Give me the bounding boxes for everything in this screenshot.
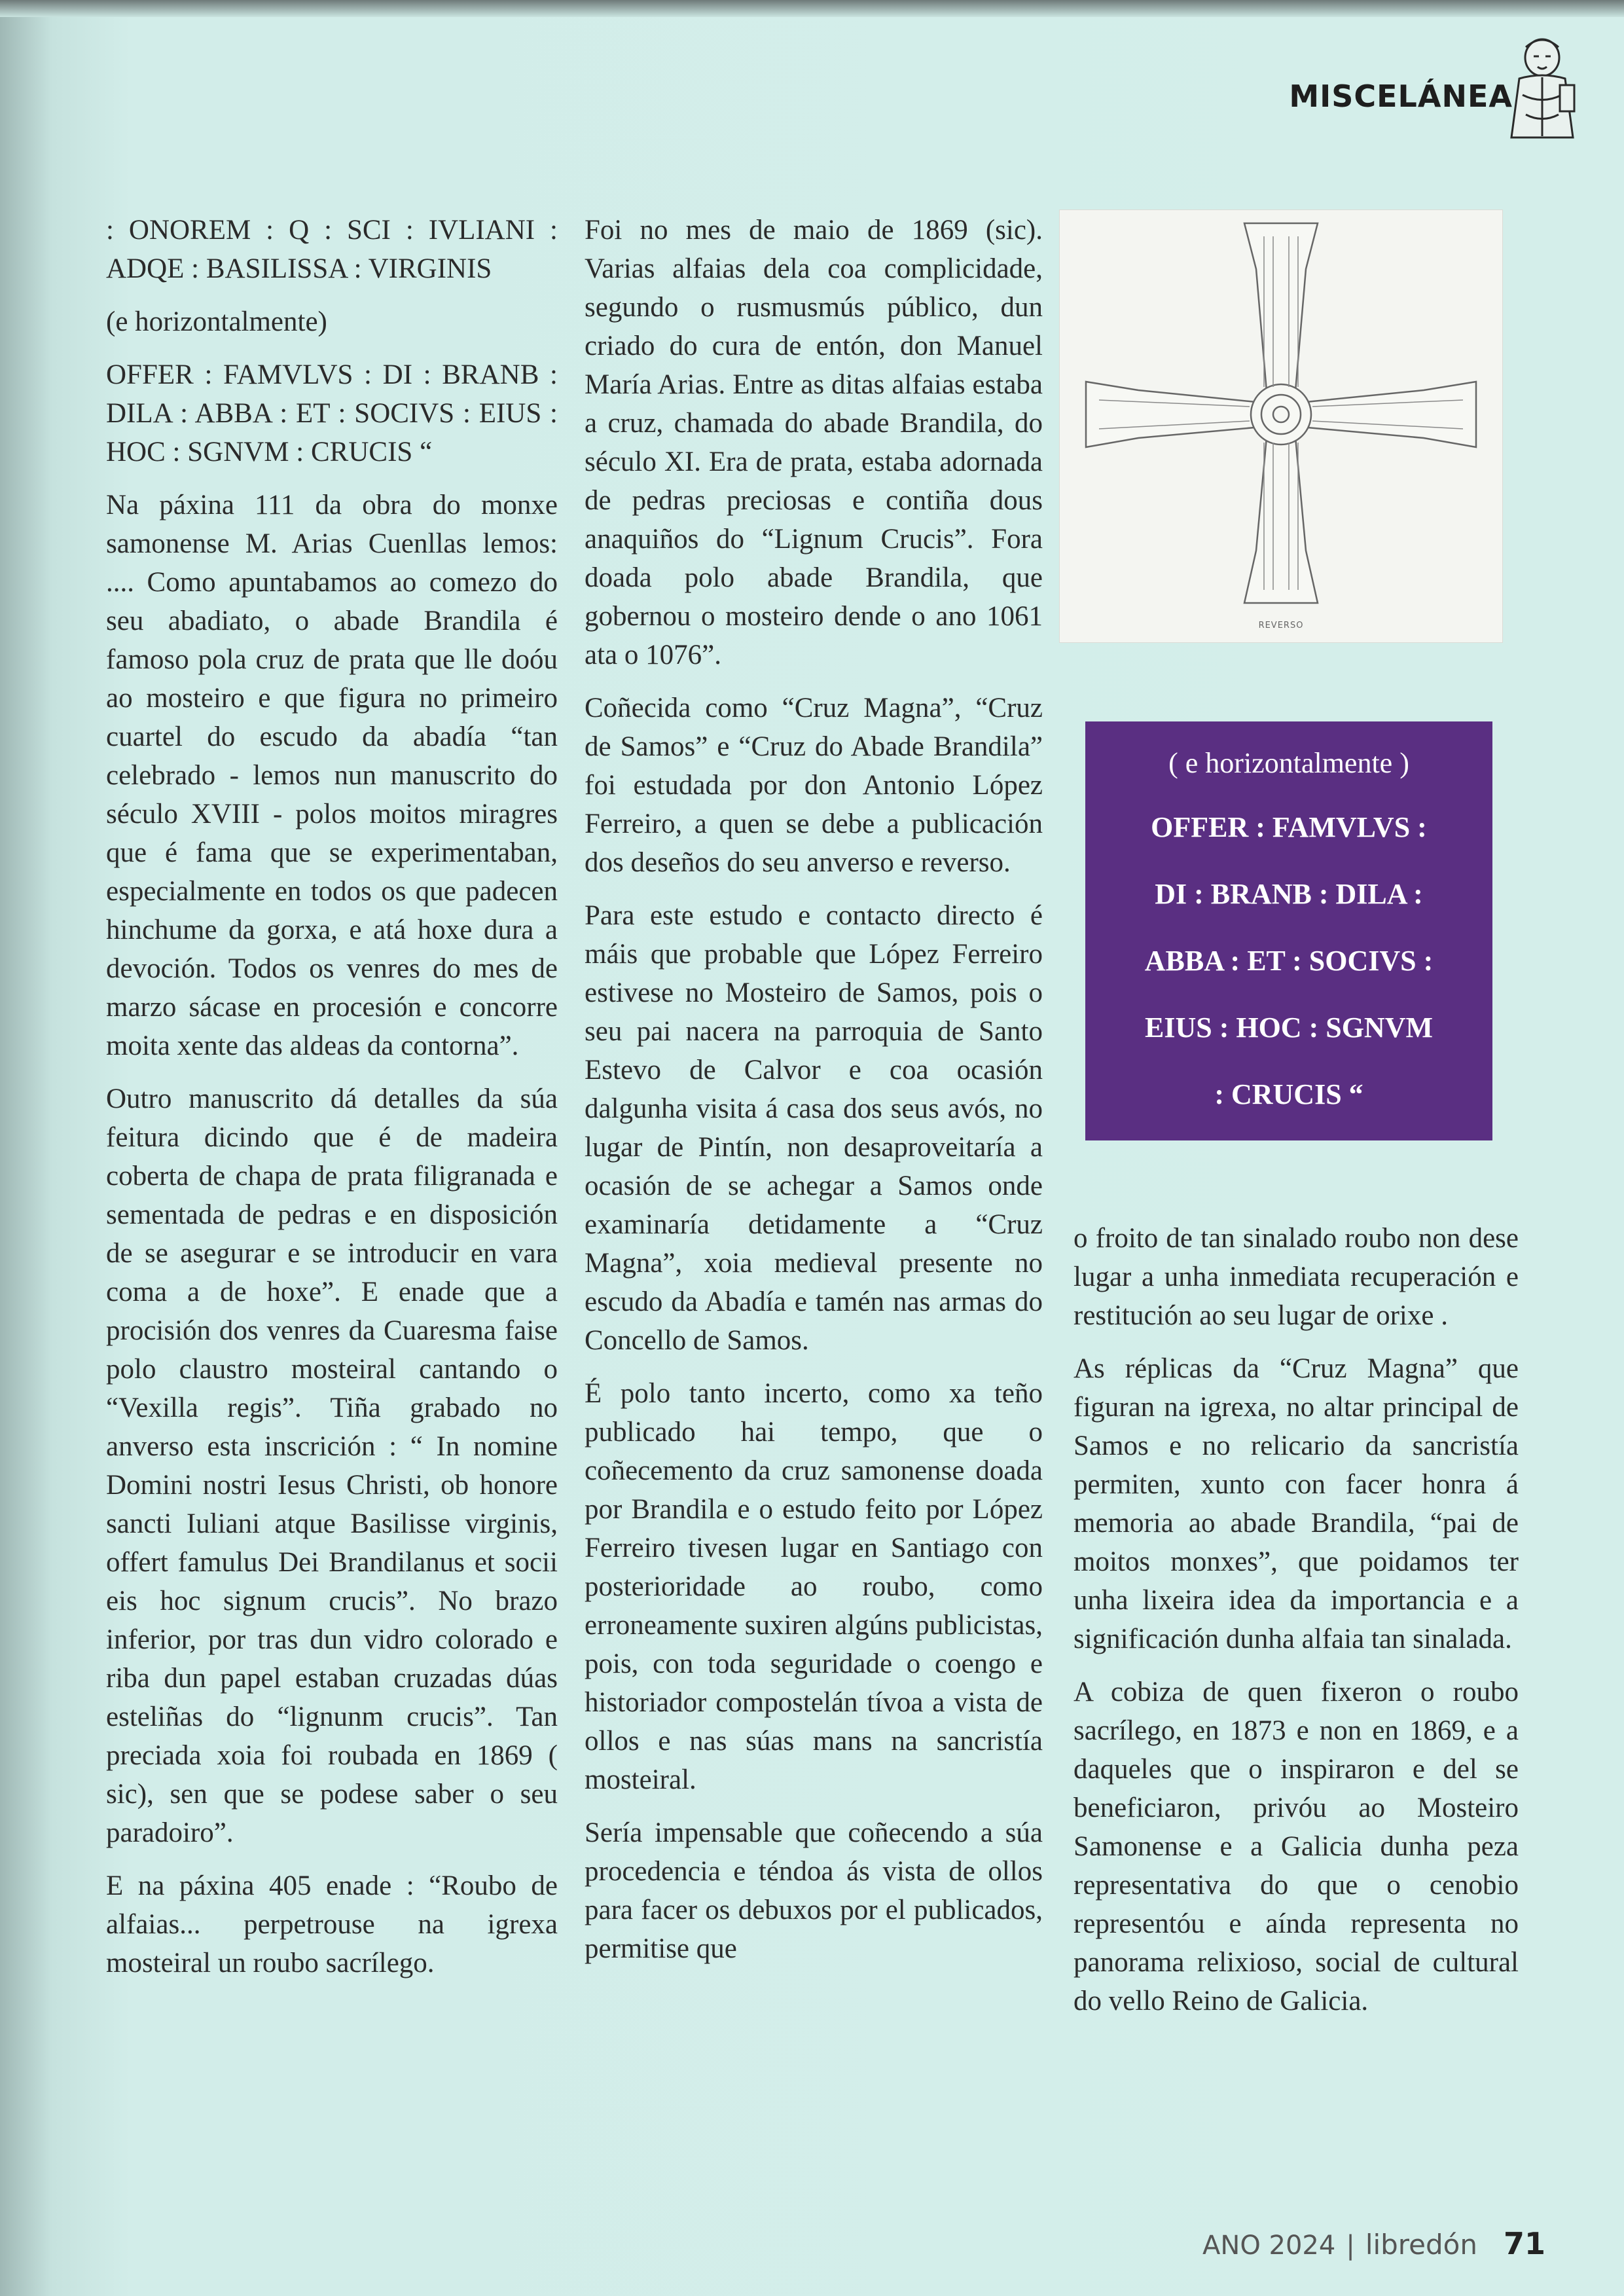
inscription-line: OFFER : FAMVLVS : <box>1151 811 1427 843</box>
paragraph: E na páxina 405 enade : “Roubo de alfaias... perpetrouse na igrexa mosteiral un roubo sacrílego. <box>106 1870 558 1978</box>
paragraph: : ONOREM : Q : SCI : IVLIANI : ADQE : BASILISSA : VIRGINIS <box>106 215 558 284</box>
paragraph: As réplicas da “Cruz Magna” que figuran na igrexa, no altar principal de Samos e no relicario da sancristía permiten, xunto con facer honra á memoria ao abade Brandila, “pai de moitos monxes”, que poidamos ter unha lixeira idea da importancia e a significación dunha alfaia tan sinalada. <box>1074 1353 1519 1654</box>
inscription-line: DI : BRANB : DILA : <box>1155 878 1423 910</box>
inscription-line: EIUS : HOC : SGNVM <box>1144 1011 1434 1044</box>
cross-reverso-illustration <box>1059 210 1503 643</box>
paragraph: Foi no mes de maio de 1869 (sic). Varias alfaias dela coa complicidade, segundo o rusmusmús público, dun criado do cura de entón, don Manuel María Arias. Entre as ditas alfaias estaba a cruz, chamada do abade Brandila, do século XI. Era de prata, estaba adornada de pedras preciosas e contiña dous anaquiños do “Lignum Crucis”. Fora doada polo abade Brandila, que gobernou o mosteiro dende o ano 1061 ata o 1076”. <box>585 215 1043 670</box>
inscription-line: : CRUCIS “ <box>1214 1078 1363 1110</box>
text-column-left <box>106 211 558 1997</box>
page-footer <box>1202 2226 1545 2261</box>
cross-drawing-icon <box>1060 210 1502 616</box>
section-header <box>1289 79 1513 114</box>
paragraph: É polo tanto incerto, como xa teño publicado hai tempo, que o coñecemento da cruz samonense doada por Brandila e o estudo feito por López Ferreiro tivesen lugar en Santiago con posterioridade ao roubo, como erroneamente suxiren algúns publicistas, pois, con toda seguridade o coengo e historiador compostelán tívoa a vista de ollos e nas súas mans na sancristía mosteiral. <box>585 1378 1043 1795</box>
text-column-middle <box>585 211 1043 1982</box>
paragraph: Coñecida como “Cruz Magna”, “Cruz de Samos” e “Cruz do Abade Brandila” foi estudada por don Antonio López Ferreiro, a quen se debe a publicación dos deseños do seu anverso e reverso. <box>585 693 1043 878</box>
paragraph: A cobiza de quen fixeron o roubo sacrílego, en 1873 e non en 1869, e a daqueles que o inspiraron e del se beneficiaron, privóu ao Mosteiro Samonense e a Galicia dunha peza representativa do que o cenobio representóu e aínda representa no panorama relixioso, social de cultural do vello Reino de Galicia. <box>1074 1677 1519 2016</box>
magazine-name: libredón <box>1365 2229 1477 2261</box>
paragraph: (e horizontalmente) <box>106 306 327 337</box>
inscription-subtitle: ( e horizontalmente ) <box>1168 747 1409 779</box>
paragraph: OFFER : FAMVLVS : DI : BRANB : DILA : ABBA : ET : SOCIVS : EIUS : HOC : SGNVM : CRUCIS “ <box>106 359 558 467</box>
paragraph: Outro manuscrito dá detalles da súa feitura dicindo que é de madeira coberta de chapa de prata filigranada e sementada de pedras e en disposición de se asegurar e se introducir en vara coma a de hoxe”. E enade que a procisión dos venres da Cuaresma faise polo claustro mosteiral cantando o “Vexilla regis”. Tiña grabado no anverso esta inscrición : “ In nomine Domini nostri Iesus Christi, ob honore sancti Iuliani atque Basilisse virginis, offert famulus Dei Brandilanus et socii eis hoc signum crucis”. No brazo inferior, por tras dun vidro colorado e riba dun papel estaban cruzadas dúas esteliñas do “lignunm crucis”. Tan preciada xoia foi roubada en 1869 ( sic), sen que se podese saber o seu paradoiro”. <box>106 1084 558 1848</box>
section-title: MISCELÁNEA <box>1289 79 1513 114</box>
footer-year: ANO 2024 <box>1202 2231 1336 2261</box>
paragraph: Para este estudo e contacto directo é máis que probable que López Ferreiro estivese no Mosteiro de Samos, pois o seu pai nacera na parroquia de Santo Estevo de Calvor e coa ocasión dalgunha visita á casa dos seus avós, no lugar de Pintín, non desaproveitaría a ocasión de se achegar a Samos onde examinaría detidamente a “Cruz Magna”, xoia medieval presente no escudo da Abadía e tamén nas armas do Concello de Samos. <box>585 900 1043 1356</box>
figure-caption: REVERSO <box>1258 621 1304 630</box>
text-column-right <box>1074 1219 1519 2035</box>
paragraph: Sería impensable que coñecendo a súa procedencia e téndoa ás vista de ollos para facer os debuxos por el publicados, permitise que <box>585 1817 1043 1964</box>
paragraph: o froito de tan sinalado roubo non dese lugar a unha inmediata recuperación e restitución ao seu lugar de orixe . <box>1074 1223 1519 1331</box>
page-number: 71 <box>1503 2226 1545 2261</box>
footer-separator: | <box>1346 2231 1355 2261</box>
paragraph: Na páxina 111 da obra do monxe samonense M. Arias Cuenllas lemos: .... Como apuntabamos ao comezo do seu abadiato, o abade Brandila é famoso pola cruz de prata que lle doóu ao mosteiro e que figura no primeiro cuartel do escudo da abadía “tan celebrado - lemos nun manuscrito do século XVIII - polos moitos miragres que é fama que se experimentaban, especialmente en todos os que padecen hinchume da gorxa, e atá hoxe dura a devoción. Todos os venres do mes de marzo sácase en procesión e concorre moita xente das aldeas da contorna”. <box>106 490 558 1061</box>
scan-top-shadow <box>0 0 1624 17</box>
inscription-line: ABBA : ET : SOCIVS : <box>1144 945 1434 977</box>
inscription-highlight-box <box>1085 721 1492 1140</box>
saint-figure-logo-icon <box>1500 33 1585 144</box>
